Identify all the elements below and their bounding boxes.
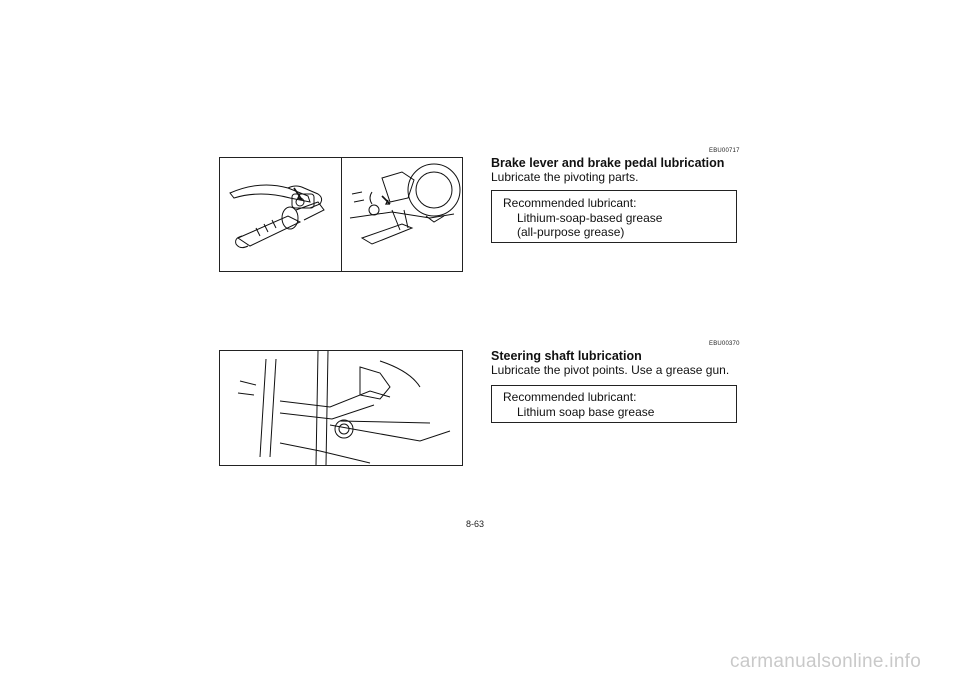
watermark-text: carmanualsonline.info xyxy=(730,651,922,672)
lubricant-line: (all-purpose grease) xyxy=(517,225,625,239)
recommended-lubricant-box xyxy=(491,190,737,243)
section-code: EBU00370 xyxy=(709,341,740,347)
recommended-lubricant-box xyxy=(491,385,737,423)
section-instruction: Lubricate the pivoting parts. xyxy=(491,170,639,184)
section-title: Brake lever and brake pedal lubrication xyxy=(491,156,725,170)
section-code: EBU00717 xyxy=(709,148,740,154)
lubricant-label: Recommended lubricant: xyxy=(503,390,637,404)
section-instruction: Lubricate the pivot points. Use a grease gun. xyxy=(491,363,730,377)
lubricant-line: Lithium-soap-based grease xyxy=(517,211,663,225)
brake-lever-pedal-figure xyxy=(219,157,463,272)
brake-pedal-illustration xyxy=(342,158,462,271)
page-number: 8-63 xyxy=(466,519,485,529)
lubricant-label: Recommended lubricant: xyxy=(503,196,637,210)
steering-shaft-figure xyxy=(219,350,463,466)
steering-shaft-illustration xyxy=(220,351,462,465)
lubricant-line: Lithium soap base grease xyxy=(517,405,655,419)
brake-lever-illustration xyxy=(220,158,340,271)
section-title: Steering shaft lubrication xyxy=(491,349,642,363)
